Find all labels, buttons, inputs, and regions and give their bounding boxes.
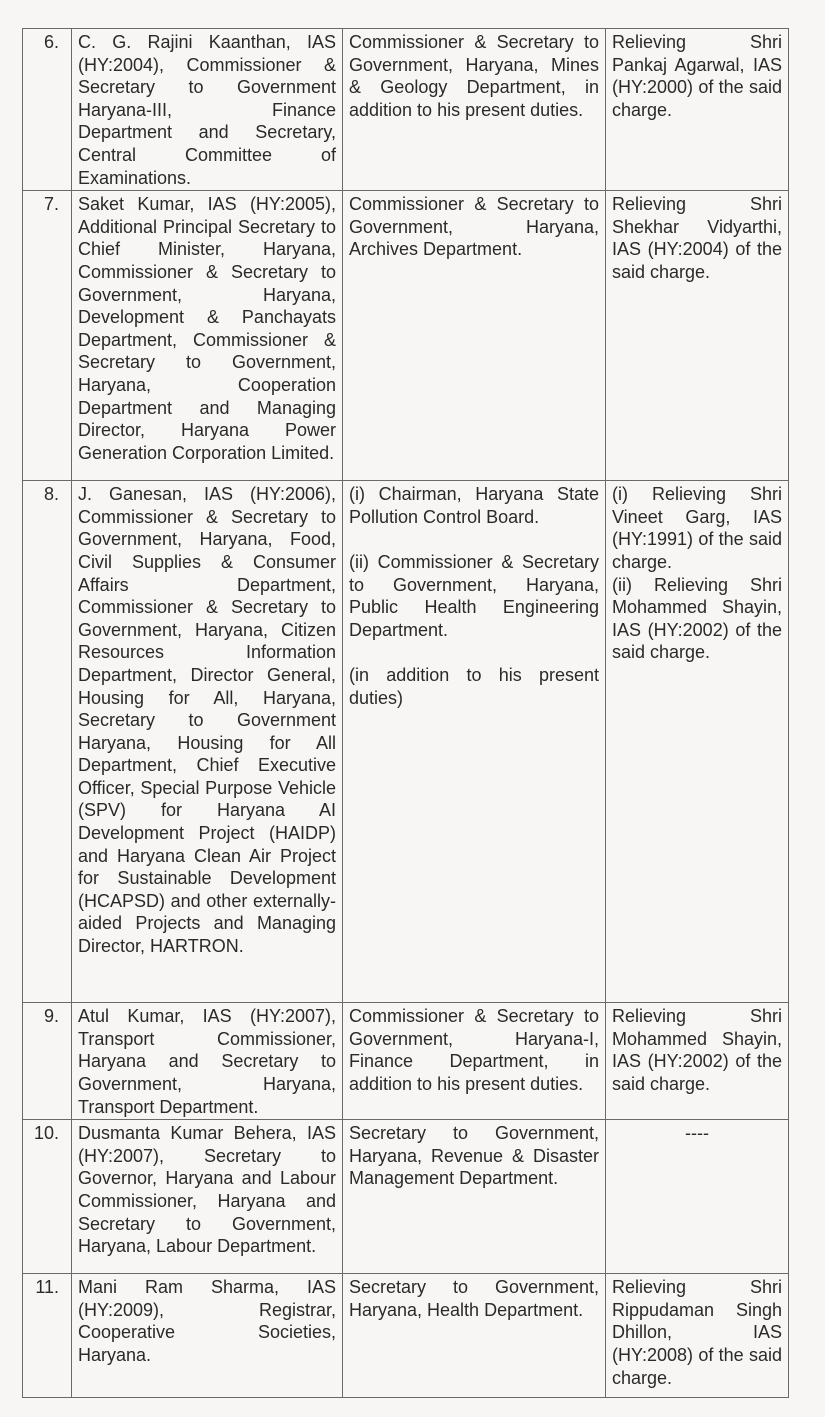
serial-number: 9.	[23, 1003, 72, 1120]
posting-text: (ii) Commissioner & Secretary to Government, Haryana, Public Health Engineering Department.	[349, 551, 599, 640]
remarks-text: ----	[685, 1123, 709, 1144]
posting-text: Commissioner & Secretary to Government, Haryana-I, Finance Department, in addition to his present duties.	[349, 1006, 599, 1094]
posting-text: Secretary to Government, Haryana, Health Department.	[349, 1277, 599, 1320]
officer-details: J. Ganesan, IAS (HY:2006), Commissioner & Secretary to Government, Haryana, Food, Civil Supplies & Consumer Affairs Department, Commissioner & Secretary to Government, Haryana, Citizen Resources Information Department, Director General, Housing for All, Haryana, Secretary to Government Haryana, Housing for All Department, Chief Executive Officer, Special Purpose Vehicle (SPV) for Haryana AI Development Project (HAIDP) and Haryana Clean Air Project for Sustainable Development (HCAPSD) and other externally-aided Projects and Managing Director, HARTRON.	[72, 481, 343, 1003]
remarks-text: (ii) Relieving Shri Mohammed Shayin, IAS (HY:2002) of the said charge.	[612, 574, 782, 663]
serial-number: 8.	[23, 481, 72, 1003]
remarks-text: Relieving Shri Shekhar Vidyarthi, IAS (HY:2004) of the said charge.	[612, 194, 782, 282]
serial-number: 7.	[23, 191, 72, 481]
posting-text: (in addition to his present duties)	[349, 664, 599, 708]
posting-text: Secretary to Government, Haryana, Revenue & Disaster Management Department.	[349, 1123, 599, 1189]
remarks	[606, 481, 789, 1003]
new-posting	[343, 1274, 606, 1398]
remarks-text: Relieving Shri Rippudaman Singh Dhillon, IAS (HY:2008) of the said charge.	[612, 1277, 782, 1388]
table-row	[23, 191, 789, 481]
new-posting	[343, 481, 606, 1003]
table-row	[23, 481, 789, 1003]
serial-number: 6.	[23, 29, 72, 191]
posting-text: (i) Chairman, Haryana State Pollution Control Board.	[349, 484, 599, 527]
table-row	[23, 1120, 789, 1274]
remarks	[606, 1274, 789, 1398]
officer-details: Mani Ram Sharma, IAS (HY:2009), Registrar, Cooperative Societies, Haryana.	[72, 1274, 343, 1398]
remarks-text: Relieving Shri Mohammed Shayin, IAS (HY:2002) of the said charge.	[612, 1006, 782, 1094]
remarks	[606, 1120, 789, 1274]
serial-number: 11.	[23, 1274, 72, 1398]
officer-details: Saket Kumar, IAS (HY:2005), Additional Principal Secretary to Chief Minister, Haryana, Commissioner & Secretary to Government, Haryana, Development & Panchayats Department, Commissioner & Secretary to Government, Haryana, Cooperation Department and Managing Director, Haryana Power Generation Corporation Limited.	[72, 191, 343, 481]
table-row	[23, 1003, 789, 1120]
serial-number: 10.	[23, 1120, 72, 1274]
postings-table	[22, 28, 789, 1398]
officer-details: C. G. Rajini Kaanthan, IAS (HY:2004), Commissioner & Secretary to Government Haryana-III, Finance Department and Secretary, Central Committee of Examinations.	[72, 29, 343, 191]
remarks-text: (i) Relieving Shri Vineet Garg, IAS (HY:1991) of the said charge.	[612, 484, 782, 572]
new-posting	[343, 1120, 606, 1274]
remarks	[606, 29, 789, 191]
officer-details: Atul Kumar, IAS (HY:2007), Transport Commissioner, Haryana and Secretary to Government, Haryana, Transport Department.	[72, 1003, 343, 1120]
table-row	[23, 1274, 789, 1398]
table-row	[23, 29, 789, 191]
posting-text: Commissioner & Secretary to Government, Haryana, Archives Department.	[349, 194, 599, 260]
new-posting	[343, 191, 606, 481]
new-posting	[343, 29, 606, 191]
remarks-text: Relieving Shri Pankaj Agarwal, IAS (HY:2000) of the said charge.	[612, 32, 782, 120]
remarks	[606, 1003, 789, 1120]
new-posting	[343, 1003, 606, 1120]
remarks	[606, 191, 789, 481]
posting-text: Commissioner & Secretary to Government, Haryana, Mines & Geology Department, in addition to his present duties.	[349, 32, 599, 120]
officer-details: Dusmanta Kumar Behera, IAS (HY:2007), Secretary to Governor, Haryana and Labour Commissioner, Haryana and Secretary to Government, Haryana, Labour Department.	[72, 1120, 343, 1274]
